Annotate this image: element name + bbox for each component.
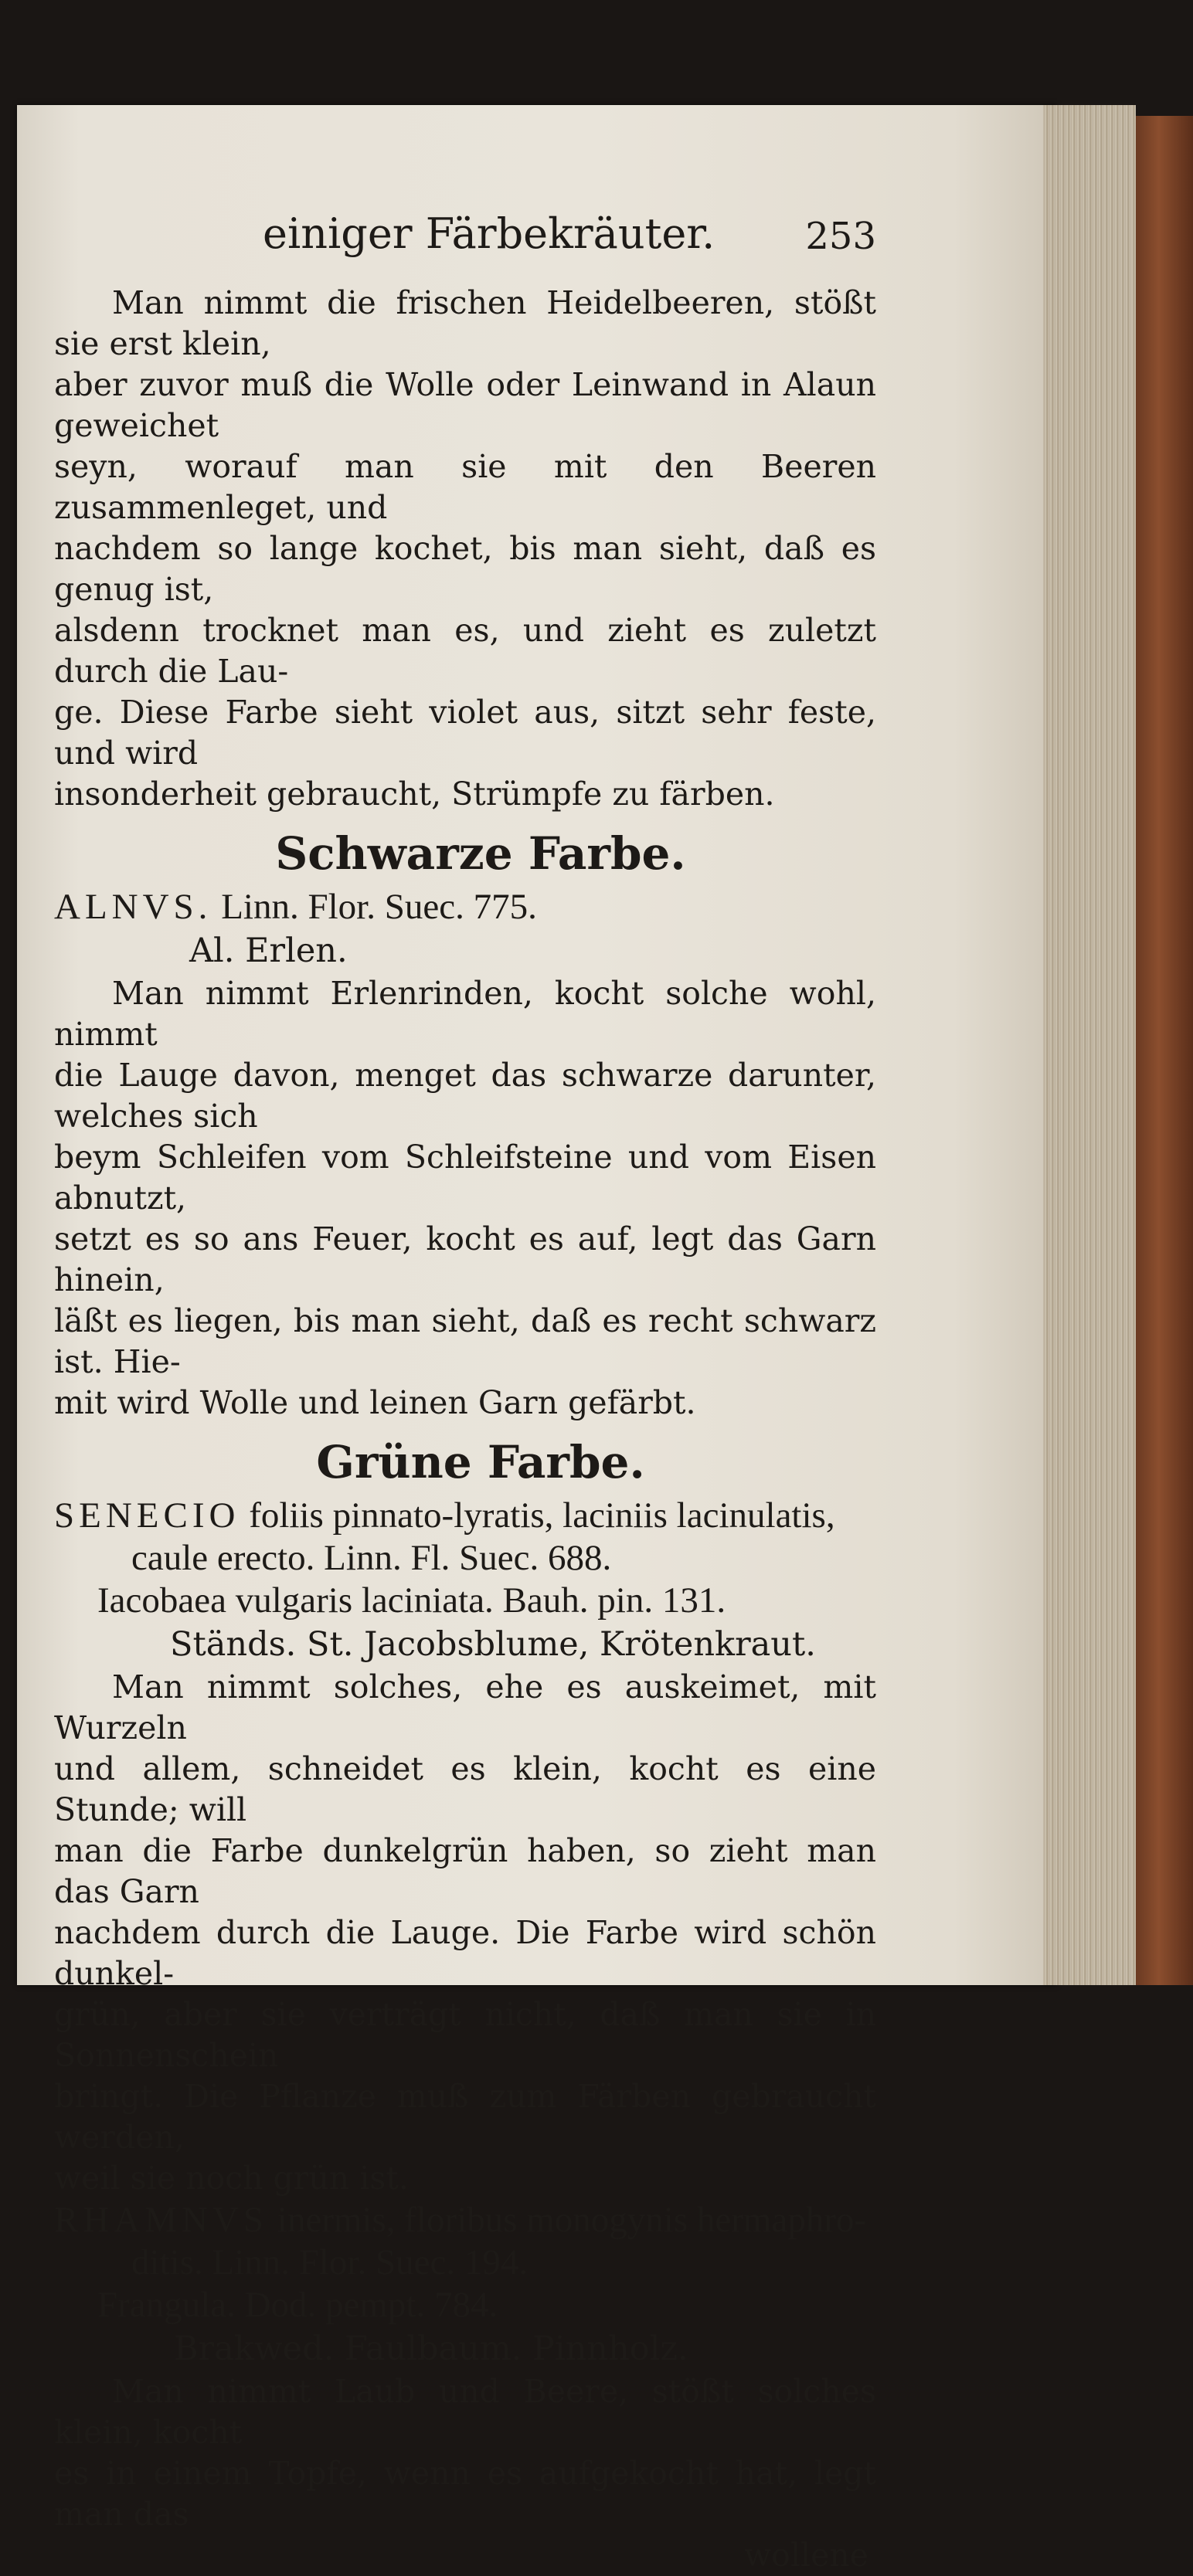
latin-entry-alnus [54,886,876,928]
book-cover-edge [1136,116,1193,1985]
text-line: insonderheit gebraucht, Strümpfe zu färben. [54,776,775,813]
senecio-paragraph [54,1667,876,2199]
section-heading-green: Grüne Farbe. [316,1436,645,1488]
latin-synonym: Frangula. Dod. pempt. 784. [97,2285,498,2325]
text-line: nachdem durch die Lauge. Die Farbe wird schön dunkel- [54,1914,876,1992]
latin-description: foliis pinnato-lyratis, laciniis lacinulatis, [249,1495,835,1536]
text-line: und allem, schneidet es klein, kocht es eine Stunde; will [54,1750,876,1828]
latin-reference: Linn. Flor. Suec. 775. [221,887,537,927]
text-line: weil sie noch grün ist. [54,2160,409,2197]
text-line: seyn, worauf man sie mit den Beeren zusammenleget, und [54,448,876,526]
intro-paragraph [54,283,876,815]
section-heading-black: Schwarze Farbe. [275,827,686,880]
latin-description: inermis, floribus monogynis hermaphro- [277,2200,867,2240]
black-paragraph [54,973,876,1424]
vernacular-names: Ständs. St. Jacobsblume, Krötenkraut. [170,1625,816,1664]
page-content [54,209,876,2576]
text-line: läßt es liegen, bis man sieht, daß es recht schwarz ist. Hie- [54,1302,876,1380]
latin-synonym: Iacobaea vulgaris laciniata. Bauh. pin. 131. [97,1580,726,1621]
page-number: 253 [805,215,876,258]
latin-entry-senecio [54,1495,876,1537]
text-line: Man nimmt die frischen Heidelbeeren, stößt sie erst klein, [54,284,876,362]
text-line: bringt. Die Pflanze muß zum Färben gebraucht werden, [54,2078,876,2156]
vernacular-names: Brakwed. Faulbaum. Pinnholz. [174,2330,688,2368]
text-line: aber zuvor muß die Wolle oder Leinwand in Alaun geweichet [54,366,876,444]
text-line: ge. Diese Farbe sieht violet aus, sitzt sehr feste, und wird [54,694,876,772]
vernacular-names: Al. Erlen. [189,932,348,970]
page-header [54,209,876,283]
rhamnus-paragraph [54,2371,876,2535]
running-head: einiger Färbekräuter. [263,209,715,258]
text-line: nachdem so lange kochet, bis man sieht, daß es genug ist, [54,530,876,608]
text-line: die Lauge davon, menget das schwarze darunter, welches sich [54,1057,876,1135]
text-line: beym Schleifen vom Schleifsteine und vom Eisen abnutzt, [54,1139,876,1217]
text-line: Man nimmt Laub und Beere, stößt solches klein, kocht [54,2373,876,2451]
latin-entry-rhamnus [54,2199,876,2242]
text-line: Man nimmt Erlenrinden, kocht solche wohl, nimmt [54,975,876,1053]
latin-name: ALNVS. [54,887,212,927]
latin-name: SENECIO [54,1495,240,1536]
text-line: alsdenn trocknet man es, und zieht es zuletzt durch die Lau- [54,612,876,690]
text-line: grün, aber sie verträgt nicht, daß man sie in Sonnenschein [54,1996,876,2074]
text-line: setzt es so ans Feuer, kocht es auf, legt das Garn hinein, [54,1220,876,1298]
text-line: Man nimmt solches, ehe es auskeimet, mit Wurzeln [54,1668,876,1746]
latin-reference: caule erecto. Linn. Fl. Suec. 688. [131,1538,612,1578]
text-line: es in einem Topfe, wenn es aufgekocht hat, legt man das [54,2455,876,2533]
page-edges [1043,105,1136,1985]
text-line: mit wird Wolle und leinen Garn gefärbt. [54,1384,696,1421]
catchword: wollene [744,2537,868,2574]
latin-reference: ditis. Linn. Flor. Suec. 194. [131,2242,529,2282]
text-line: man die Farbe dunkelgrün haben, so zieht man das Garn [54,1832,876,1910]
latin-name: RHAMNVS [54,2200,269,2240]
